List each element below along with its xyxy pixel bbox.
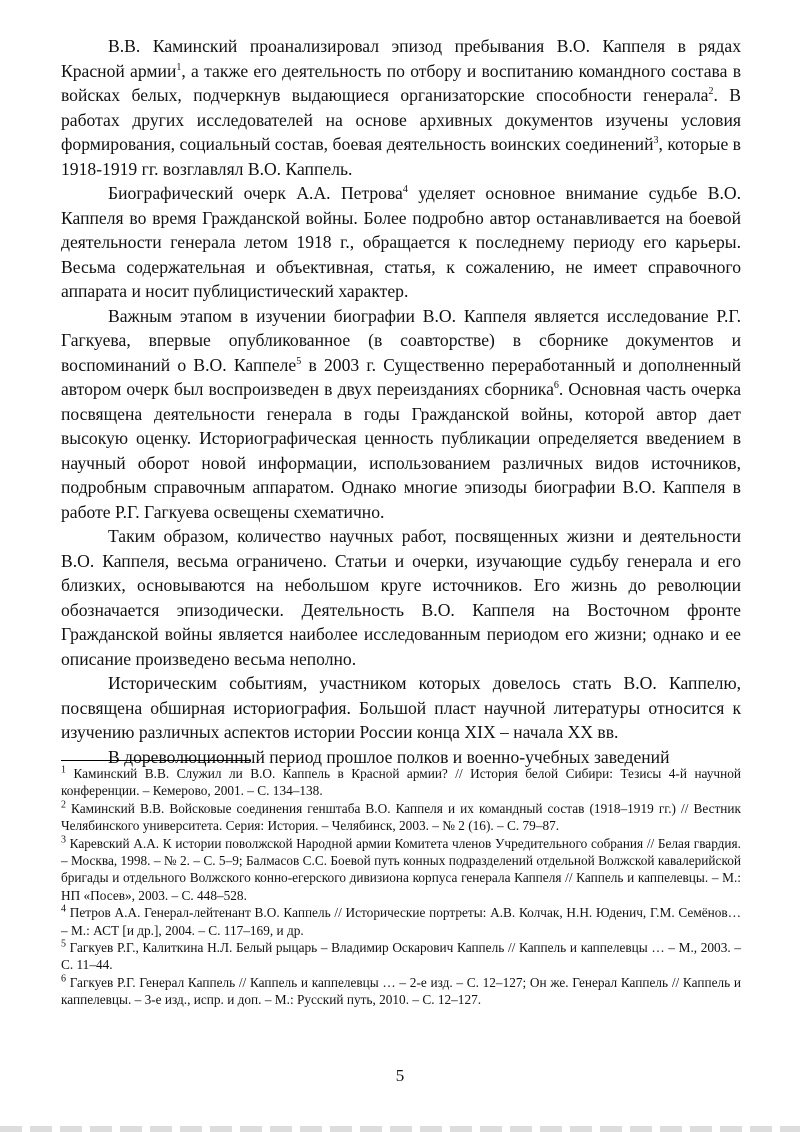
paragraph-text: , которые в 1918-1919 гг. возглавлял В.О. Каппель. bbox=[61, 134, 741, 179]
paragraph-text: В дореволюционный период прошлое полков и военно-учебных заведений bbox=[108, 746, 670, 767]
paragraph-text: . Основная часть очерка посвящена деятельности генерала в годы Гражданской войны, которой автор дает высокую оценку. Историографическая ценность публикации определяется введением в научный оборот новой информации, использованием различных видов источников, подробным справочным аппаратом. Однако многие эпизоды биографии В.О. Каппеля в работе Р.Г. Гагкуева освещены схематично. bbox=[61, 379, 741, 522]
footnote-text: Каревский А.А. К истории поволжской Народной армии Комитета членов Учредительного собрания // Белая гвардия. – Москва, 1998. – № 2. – С. 5–9; Балмасов С.С. Боевой путь конных подразделений отдельной Волжской кавалерийской бригады и отдельного Волжского конно-егерского дивизиона корпуса генерала Каппеля // Каппель и каппелевцы. – М.: НП «Посев», 2003. – С. 448–528. bbox=[61, 835, 741, 903]
paragraph-text: , а также его деятельность по отбору и воспитанию командного состава в войсках белых, подчеркнув выдающиеся организаторские способности генерала bbox=[61, 60, 741, 105]
footnote-reference: 6 bbox=[553, 380, 559, 392]
footnotes bbox=[61, 765, 741, 1009]
paragraph-text: в 2003 г. Существенно переработанный и дополненный автором очерк был воспроизведен в двух переизданиях сборника bbox=[61, 354, 741, 399]
footnote-reference: 1 bbox=[176, 61, 182, 73]
page-number: 5 bbox=[395, 1066, 405, 1085]
footnote bbox=[61, 765, 741, 800]
paragraph bbox=[61, 34, 741, 181]
footnote bbox=[61, 939, 741, 974]
footnote bbox=[61, 835, 741, 905]
scan-edge-artifact bbox=[0, 1126, 800, 1132]
paragraph-text: Таким образом, количество научных работ, посвященных жизни и деятельности В.О. Каппеля, весьма ограничено. Статьи и очерки, изучающие судьбу генерала и его близких, основываются на небольшом круге источников. Его жизнь до революции обозначается эпизодически. Деятельность В.О. Каппеля на Восточном фронте Гражданской войны является наиболее исследованным периодом его жизни; однако и ее описание произведено весьма неполно. bbox=[61, 526, 741, 669]
footnote bbox=[61, 904, 741, 939]
paragraph-text: Важным этапом в изучении биографии В.О. Каппеля является исследование Р.Г. Гагкуева, впервые опубликованное (в соавторстве) в сборнике документов и воспоминаний о В.О. Каппеле bbox=[61, 305, 741, 375]
paragraph bbox=[61, 671, 741, 745]
footnote-text: Гагкуев Р.Г., Калиткина Н.Л. Белый рыцарь – Владимир Оскарович Каппель // Каппель и каппелевцы … – М., 2003. – С. 11–44. bbox=[61, 940, 741, 973]
paragraph-text: уделяет основное внимание судьбе В.О. Каппеля во время Гражданской войны. Более подробно автор останавливается на боевой деятельности генерала летом 1918 г., обращается к последнему периоду его карьеры. Весьма содержательная и объективная, статья, к сожалению, не имеет справочного аппарата и носит публицистический характер. bbox=[61, 183, 741, 301]
paragraph-text: . В работах других исследователей на основе архивных документов изучены условия формирования, социальный состав, боевая деятельность воинских соединений bbox=[61, 85, 741, 154]
footnote-text: Каминский В.В. Войсковые соединения генштаба В.О. Каппеля и их командный состав (1918–1919 гг.) // Вестник Челябинского университета. Серия: История. – Челябинск, 2003. – № 2 (16). – С. 79–87. bbox=[61, 800, 741, 834]
paragraph bbox=[61, 304, 741, 525]
body-text bbox=[61, 34, 741, 769]
footnote-number: 6 bbox=[61, 973, 66, 985]
footnote-number: 3 bbox=[61, 834, 66, 846]
footnote-reference: 4 bbox=[402, 184, 408, 196]
footnote-separator bbox=[61, 760, 251, 761]
footnote-reference: 2 bbox=[708, 86, 714, 98]
footnote-reference: 5 bbox=[296, 355, 302, 367]
footnote-number: 4 bbox=[61, 903, 66, 915]
paragraph-text: Историческим событиям, участником которых довелось стать В.О. Каппелю, посвящена обширная историография. Большой пласт научной литературы относится к изучению различных аспектов истории России конца XIX – начала XX вв. bbox=[61, 673, 741, 742]
paragraph bbox=[61, 181, 741, 304]
paragraph bbox=[61, 524, 741, 671]
footnote-number: 5 bbox=[61, 938, 66, 950]
page-content bbox=[61, 34, 741, 769]
footnote bbox=[61, 974, 741, 1009]
footnote-text: Каминский В.В. Служил ли В.О. Каппель в Красной армии? // История белой Сибири: Тезисы 4-й научной конференции. – Кемерово, 2001. – С. 134–138. bbox=[61, 766, 741, 799]
footnote-reference: 3 bbox=[653, 135, 659, 147]
footnote-number: 2 bbox=[61, 799, 66, 811]
footnote-text: Петров А.А. Генерал-лейтенант В.О. Каппель // Исторические портреты: А.В. Колчак, Н.Н. Юденич, Г.М. Семёнов… – М.: АСТ [и др.], 2004. – С. 117–169, и др. bbox=[61, 905, 741, 938]
paragraph-text: Биографический очерк А.А. Петрова bbox=[108, 183, 403, 203]
footnote bbox=[61, 800, 741, 835]
footnote-number: 1 bbox=[61, 764, 66, 776]
paragraph-text: В.В. Каминский проанализировал эпизод пребывания В.О. Каппеля в рядах Красной армии bbox=[61, 36, 741, 81]
footnote-text: Гагкуев Р.Г. Генерал Каппель // Каппель и каппелевцы … – 2-е изд. – С. 12–127; Он же. Генерал Каппель // Каппель и каппелевцы. – 3-е изд., испр. и доп. – М.: Русский путь, 2010. – С. 12–127. bbox=[61, 974, 741, 1008]
